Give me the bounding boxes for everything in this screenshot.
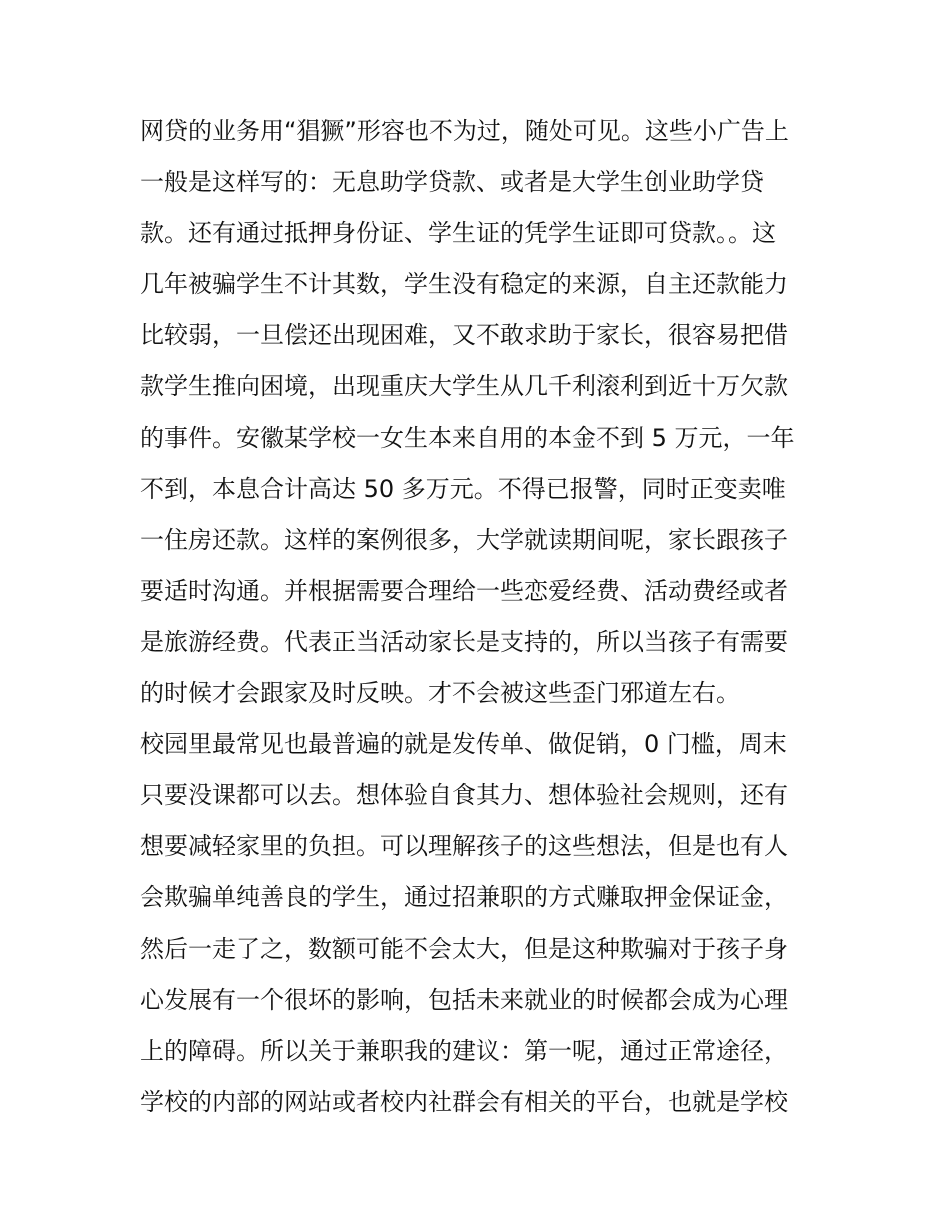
text-line: 是旅游经费。代表正当活动家长是支持的，所以当孩子有需要 xyxy=(140,627,788,656)
text-line: 款学生推向困境，出现重庆大学生从几千利滚利到近十万欠款 xyxy=(140,372,788,401)
text-line: 比较弱，一旦偿还出现困难，又不敢求助于家长，很容易把借 xyxy=(140,321,788,350)
text-line: 校园里最常见也最普遍的就是发传单、做促销，0 门槛，周末 xyxy=(140,730,787,759)
text-line: 然后一走了之，数额可能不会太大，但是这种欺骗对于孩子身 xyxy=(140,934,788,963)
text-line: 心发展有一个很坏的影响，包括未来就业的时候都会成为心理 xyxy=(140,985,788,1014)
text-line: 的时候才会跟家及时反映。才不会被这些歪门邪道左右。 xyxy=(140,679,740,708)
text-line: 要适时沟通。并根据需要合理给一些恋爱经费、活动费经或者 xyxy=(140,576,788,605)
text-line: 上的障碍。所以关于兼职我的建议：第一呢，通过正常途径， xyxy=(140,1036,788,1065)
text-line: 的事件。安徽某学校一女生本来自用的本金不到 5 万元，一年 xyxy=(140,423,795,452)
text-line: 学校的内部的网站或者校内社群会有相关的平台，也就是学校 xyxy=(140,1087,788,1116)
body-text xyxy=(140,106,820,1128)
text-line: 一般是这样写的：无息助学贷款、或者是大学生创业助学贷 xyxy=(140,168,764,197)
text-line: 网贷的业务用“猖獗”形容也不为过，随处可见。这些小广告上 xyxy=(140,117,789,145)
text-line: 几年被骗学生不计其数，学生没有稳定的来源，自主还款能力 xyxy=(140,270,788,299)
text-line: 会欺骗单纯善良的学生，通过招兼职的方式赚取押金保证金， xyxy=(140,883,788,912)
text-line: 想要减轻家里的负担。可以理解孩子的这些想法，但是也有人 xyxy=(140,832,788,861)
text-line: 不到，本息合计高达 50 多万元。不得已报警，同时正变卖唯 xyxy=(140,474,786,503)
text-line: 一住房还款。这样的案例很多，大学就读期间呢，家长跟孩子 xyxy=(140,525,788,554)
text-line: 只要没课都可以去。想体验自食其力、想体验社会规则，还有 xyxy=(140,781,788,810)
text-line: 款。还有通过抵押身份证、学生证的凭学生证即可贷款。。这 xyxy=(140,219,776,248)
